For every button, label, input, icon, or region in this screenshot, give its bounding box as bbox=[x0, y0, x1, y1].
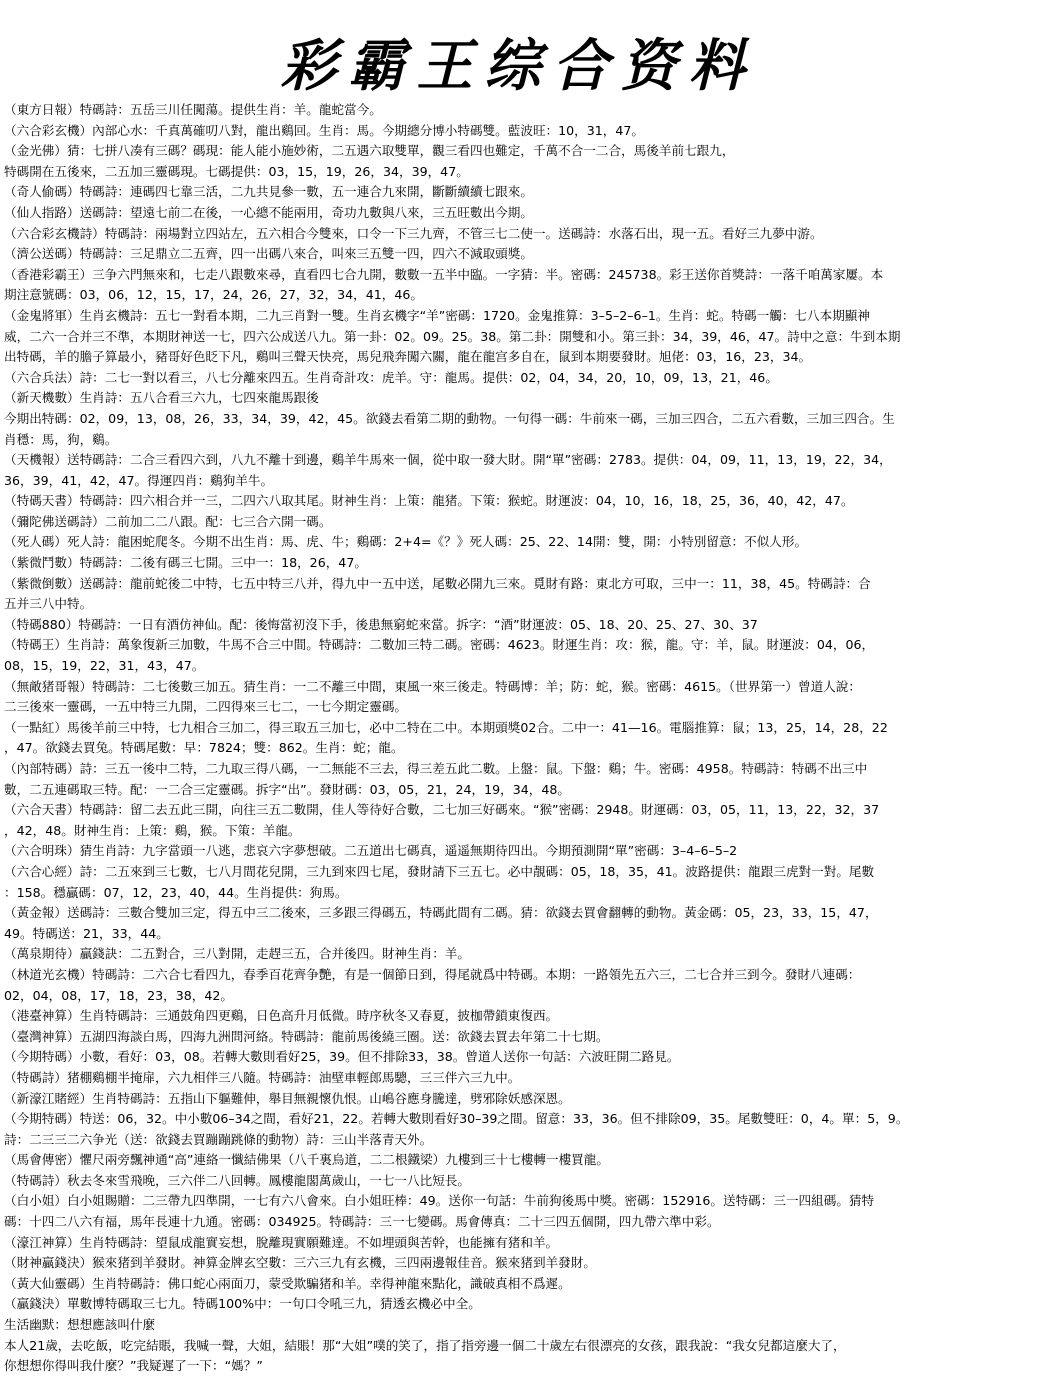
text-line: （萬泉期待）贏錢訣：二五對合，三八對開，走趕三五，合并後四。財神生肖：羊。 bbox=[4, 946, 470, 962]
text-line: 特碼開在五後來，二五加三靈碼現。七碼提供：03，15，19，26，34，39，47。 bbox=[4, 163, 469, 179]
text-line: 08，15，19，22，31，43，47。 bbox=[4, 658, 205, 674]
text-line: （特碼天書）特碼詩：四六相合并一三，二四六八取其尾。財神生肖：上策：龍猪。下策：猴蛇。財運波：04，10，16，18，25，36，40，42，47。 bbox=[4, 493, 854, 509]
text-line: （奇人偷碼）特碼詩：連碼四七靠三活，二九共見參一數，五一連合九來開，斷斷續續七跟來。 bbox=[4, 184, 533, 200]
text-line: （今期特碼）特送：06，32。中小數06–34之間，看好21，22。若轉大數則看好30–39之間。留意：33，36。但不排除09，35。尾數雙旺：0，4。單：5，9。 bbox=[4, 1111, 909, 1127]
text-line: 出特碼，羊的膽子算最小，豬哥好色眨下凡，鷄叫三聲天快亮，馬兒飛奔闖六關，龍在龍宫多自在，鼠到本期要發財。旭佬：03，16，23，34。 bbox=[4, 349, 812, 365]
text-line: 碼：十四二八六有福，馬年長連十九通。密碼：034925。特碼詩：三一七變碼。馬會傳真：二十三四五個開，四九帶六準中彩。 bbox=[4, 1214, 720, 1230]
text-line: （紫微鬥數）特碼詩：二後有碼三七開。三中一：18，26，47。 bbox=[4, 555, 367, 571]
text-line: （新濠江賭經）生肖特碼詩：五指山下軀難伸，舉目無親懷仇恨。山嶋谷應身騰達，劈邪除妖感深恩。 bbox=[4, 1090, 571, 1106]
text-line: （黃金報）送碼詩：三數合雙加三定，得五中三二後來，三多跟三得碼五，特碼此間有二碼。猜：欲錢去買會翻轉的動物。黃金碼：05，23，33，15，47， bbox=[4, 905, 878, 921]
text-line: 威，二六一合并三不準，本期財神送一七，四六公成送八九。第一卦：02。09。25。38。第二卦：開雙和小。第三卦：34，39，46，47。詩中之意：牛到本期 bbox=[4, 328, 901, 344]
text-line: 肖穩：馬，狗，鷄。 bbox=[4, 431, 118, 447]
text-line: （香港彩霸王）三争六門無來和，七走八跟數來尋，直看四七合九開，數數一五半中臨。一字猜：半。密碼：245738。彩王送你首獎詩：一落千咱萬家屢。本 bbox=[4, 266, 884, 282]
text-line: （馬會傳密）懼尺兩旁飄神通“高”連絡一懺結佛果（八千裏烏道，二二根鐵梁）九樓到三十七樓轉一樓買龍。 bbox=[4, 1152, 609, 1168]
text-line: （濠江神算）生肖特碼詩：望鼠成龍實妄想，脫離現實願難達。不如埋頭與苦幹，也能擁有猪和羊。 bbox=[4, 1234, 559, 1250]
text-line: （黃大仙靈碼）生肖特碼詩：佛口蛇心兩面刀，蒙受欺騙猪和羊。幸得神龍來點化，識破真相不爲遲。 bbox=[4, 1275, 571, 1291]
text-line: 49。特碼送：21，33，44。 bbox=[4, 925, 169, 941]
text-line: （財神贏錢決）猴來猪到羊發財。神算金牌玄空數：三六三九有玄機，三四兩邊報佳音。猴來猪到羊發財。 bbox=[4, 1255, 596, 1271]
text-line: ，47。欲錢去買兔。特碼尾數：早：7824；雙：862。生肖：蛇；龍。 bbox=[4, 740, 404, 756]
text-line: （六合明珠）猜生肖詩：九字當頭一八逃，悲哀六字夢想破。二五道出七碼真，遥遥無期待四出。今期預測開“單”密碼：3–4–6–5–2 bbox=[4, 843, 738, 859]
text-line: （無敵猪哥報）特碼詩：二七後數三加五。猜生肖：一二不離三中間，東風一來三後走。特碼博：羊；防：蛇，猴。密碼：4615。（世界第一）曾道人說： bbox=[4, 678, 861, 694]
text-line: （白小姐）白小姐賜贈：二三帶九四準開，一七有六八會來。白小姐旺棒：49。送你一句話：牛前狗後馬中獎。密碼：152916。送特碼：三一四組碼。猜特 bbox=[4, 1193, 875, 1209]
text-line: （臺灣神算）五湖四海談白馬，四海九洲問河絡。特碼詩：龍前馬後繞三圈。送：欲錢去買去年第二十七期。 bbox=[4, 1028, 609, 1044]
text-line: （天機報）送特碼詩：二合三看四六到，八九不離十到邊，鷄羊牛馬來一個，從中取一發大財。開“單”密碼：2783。提供：04，09，11，13，19，22，34， bbox=[4, 452, 892, 468]
body-text bbox=[4, 100, 1032, 1377]
text-line: （特碼880）特碼詩：一日有酒仿神仙。配：後悔當初沒下手，後患無窮蛇來當。拆字：“酒”財運波：05、18、20、25、27、30、37 bbox=[4, 616, 758, 632]
text-line: （六合心經）詩：二五來到三七數，七八月間花兒開，三九到來四七尾，發財請下三五七。必中靚碼：05，18，35，41。波路提供：龍跟三虎對一對。尾數 bbox=[4, 863, 875, 879]
text-line: （六合天書）特碼詩：留二去五此三開，向往三五二數開，佳人等待好合數，二七加三好碼來。“猴”密碼：2948。財運碼：03，05，11，13，22，32，37 bbox=[4, 802, 880, 818]
text-line: （港臺神算）生肖特碼詩：三通鼓角四更鷄，日色高升月低微。時序秋冬又春夏，披枷帶鎖東復西。 bbox=[4, 1008, 559, 1024]
text-line: （六合彩玄機詩）特碼詩：兩場對立四站左，五六相合今雙來，口令一下三九齊，不管三七二使一。送碼詩：水落石出，現一五。看好三九夢中游。 bbox=[4, 225, 823, 241]
text-line: （六合彩玄機）內部心水：千真萬確叨八對，龍出鷄回。生肖：馬。今期總分博小特碼雙。藍波旺：10，31，47。 bbox=[4, 122, 644, 138]
text-line: 期注意號碼：03，06，12，15，17，24，26，27，32，34，41，46。 bbox=[4, 287, 423, 303]
text-line: （東方日報）特碼詩：五岳三川任闖蕩。提供生肖：羊。龍蛇當今。 bbox=[4, 102, 382, 117]
text-line: （特碼詩）秋去冬來雪飛晚，三六伴二八回轉。鳳樓龍閣萬歲山，一七一八比短長。 bbox=[4, 1172, 470, 1188]
text-line: 二三後來一靈碼，一五中特三九開，二四得來三七二，一七今期定靈碼。 bbox=[4, 699, 407, 715]
text-line: （彌陀佛送碼詩）二前加二二八跟。配：七三合六開一碼。 bbox=[4, 513, 332, 529]
text-line: （贏錢決）單數博特碼取三七九。特碼100%中：一句口令吼三九，猜透玄機必中全。 bbox=[4, 1296, 481, 1312]
text-line: ，42，48。財神生肖：上策：鷄，猴。下策：羊龍。 bbox=[4, 822, 301, 838]
text-line: 你想想你得叫我什麼？”我疑遲了一下：“媽？” bbox=[4, 1358, 263, 1374]
text-line: （濟公送碼）特碼詩：三足鼎立二五齊，四一出碼八來合，叫來三五雙一四，四六不減取頭獎。 bbox=[4, 246, 533, 262]
text-line: 36，39，41，42，47。得運四肖：鷄狗羊牛。 bbox=[4, 472, 274, 488]
text-line: （紫微倒數）送碼詩：龍前蛇後二中特，七五中特三八并，得九中一五中送，尾數必開九三來。覓財有路：東北方可取，三中一：11，38，45。特碼詩：合 bbox=[4, 575, 871, 591]
text-line: （仙人指路）送碼詩：望遠七前二在後，一心總不能兩用，奇功九數與八來，三五旺數出今期。 bbox=[4, 204, 533, 220]
text-line: 五并三八中特。 bbox=[4, 596, 93, 612]
text-line: 本人21歲，去吃飯，吃完結賬，我喊一聲，大姐，結賬！那“大姐”噗的笑了，指了指旁邊一個二十歲左右很漂亮的女孩，跟我說：“我女兒都這麼大了， bbox=[4, 1337, 846, 1353]
text-line: （金光佛）猜：七拼八凑有三碼？碼現：能人能小施妙術，二五遇六取雙單，觀三看四也難定，千萬不合一二合，馬後羊前七跟九， bbox=[4, 143, 735, 159]
text-line: （今期特碼）小數，看好：03，08。若轉大數則看好25，39。但不排除33，38。曾道人送你一句話：六波旺開二路見。 bbox=[4, 1049, 680, 1065]
text-line: 今期出特碼：02，09，13，08，26，33，34，39，42，45。欲錢去看第二期的動物。一句得一碼：牛前來一碼，三加三四合，二五六看數，三加三四合。生 bbox=[4, 410, 895, 426]
text-line: ：158。穩贏碼：07，12，23，40，44。生肖提供：狗馬。 bbox=[4, 884, 348, 900]
text-line: （六合兵法）詩：二七一對以看三，八七分離來四五。生肖奇計攻：虎羊。守：龍馬。提供：02，04，34，20，10，09，13，21，46。 bbox=[4, 369, 778, 385]
text-line: （新天機數）生肖詩：五八合看三六九，七四來龍馬跟後 bbox=[4, 390, 319, 406]
text-line: （死人碼）死人詩：龍困蛇爬冬。今期不出生肖：馬、虎、牛；鷄碼：2+4=《？》死人碼：25、22、14開：雙，開：小特別留意：不似人形。 bbox=[4, 534, 808, 550]
text-line: 生活幽默：想想應該叫什麼 bbox=[4, 1317, 156, 1333]
text-line: （林道光玄機）特碼詩：二六合七看四九，春季百花齊争艷，有是一個節日到，得尾就爲中特碼。本期：一路領先五六三，二七合并三到今。發財八連碼： bbox=[4, 966, 861, 982]
text-line: （金鬼將軍）生肖玄機詩：五七一對看本期，二九三肖對一雙。生肖玄機字“羊”密碼：1720。金鬼推算：3–5–2–6–1。生肖：蛇。特碼一觸：七八本期顯神 bbox=[4, 307, 870, 323]
text-line: （特碼詩）猪棚鷄棚半掩扉，六九相伴三八隨。特碼詩：油壁車輕郎馬驄，三三伴六三九中。 bbox=[4, 1069, 521, 1085]
text-line: 數，二五連碼取三特。配：一二合三定靈碼。拆字“出”。發財碼：03，05，21，24，19，34，48。 bbox=[4, 781, 571, 797]
page-title: 彩霸王综合资料 bbox=[280, 33, 757, 99]
text-line: （一點紅）馬後羊前三中特，七九相合三加二，得三取五三加七，必中二特在二中。本期頭獎02合。二中一：41—16。電腦推算：鼠；13，25，14，28，22 bbox=[4, 719, 888, 735]
text-line: （特碼王）生肖詩：萬象復新三加數，牛馬不合三中間。特碼詩：二數加三特二碼。密碼：4623。財運生肖：攻：猴，龍。守：羊，鼠。財運波：04，06， bbox=[4, 637, 875, 653]
text-line: 詩：二三三二六争光（送：欲錢去買蹦蹦跳條的動物）詩：三山半落青天外。 bbox=[4, 1131, 433, 1147]
text-line: （內部特碼）詩：三五一後中二特，二九取三得八碼，一二無能不三去，得三差五此二數。上盤：鼠。下盤：鷄；牛。密碼：4958。特碼詩：特碼不出三中 bbox=[4, 761, 868, 776]
text-line: 02，04，08，17，18，23，38，42。 bbox=[4, 987, 233, 1003]
